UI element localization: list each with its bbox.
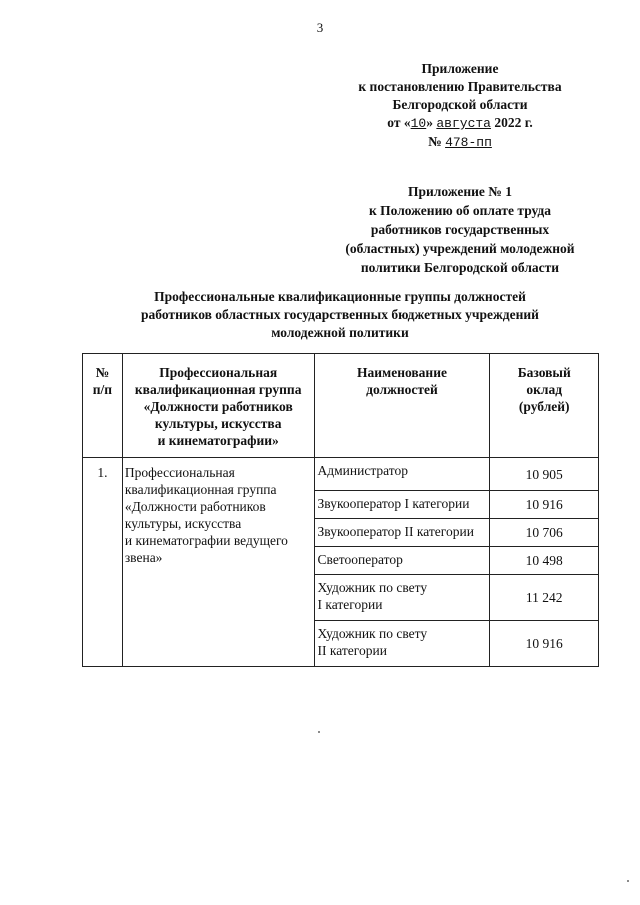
position-name — [314, 547, 490, 575]
appendix2-title: Приложение № 1 — [408, 184, 512, 199]
position-line-1: Звукооператор II категории — [317, 524, 474, 539]
document-title-line-1: Профессиональные квалификационные группы должностей — [154, 289, 526, 304]
appendix-block — [310, 60, 610, 152]
appendix-title: Приложение — [421, 61, 499, 76]
group-line-4: культуры, искусства — [124, 516, 242, 531]
group-line-6: звена» — [124, 550, 163, 565]
header-number-line-2: п/п — [92, 382, 113, 397]
appendix-date — [310, 114, 610, 133]
date-mid: » — [426, 115, 433, 130]
appendix-line-1: к постановлению Правительства — [358, 79, 562, 94]
position-line-2: II категории — [317, 643, 387, 658]
header-group-line-1: Профессиональная — [159, 365, 278, 380]
position-name — [314, 491, 490, 519]
number-prefix: № — [428, 134, 442, 149]
group-line-3: «Должности работников — [124, 499, 266, 514]
document-title-line-2: работников областных государственных бюджетных учреждений — [141, 307, 539, 322]
appendix-number — [310, 133, 610, 152]
header-group-line-5: и кинематографии» — [157, 433, 279, 448]
date-day: 10 — [410, 116, 427, 131]
header-salary-line-1: Базовый — [517, 365, 571, 380]
date-year: 2022 г. — [494, 115, 533, 130]
group-line-1: Профессиональная — [124, 465, 235, 480]
position-name — [314, 621, 490, 667]
group-line-2: квалификационная группа — [124, 482, 277, 497]
salary-value: 10 916 — [490, 491, 599, 519]
qualification-table — [82, 353, 599, 667]
header-position — [314, 354, 490, 458]
position-line-1: Художник по свету — [317, 580, 428, 595]
table-header-row — [83, 354, 599, 458]
salary-value: 11 242 — [490, 575, 599, 621]
group-line-5: и кинематографии ведущего — [124, 533, 288, 548]
position-line-1: Художник по свету — [317, 626, 428, 641]
appendix2-line-3: (областных) учреждений молодежной — [345, 241, 575, 256]
date-prefix: от « — [387, 115, 411, 130]
salary-value: 10 706 — [490, 519, 599, 547]
appendix2-line-1: к Положению об оплате труда — [368, 203, 552, 218]
header-salary-line-3: (рублей) — [518, 399, 570, 414]
appendix2-line-4: политики Белгородской области — [360, 260, 560, 275]
scan-speck — [627, 880, 629, 882]
position-name — [314, 519, 490, 547]
header-number-line-1: № — [95, 365, 110, 380]
row-number: 1. — [83, 458, 123, 667]
position-line-1: Администратор — [317, 463, 409, 478]
position-name — [314, 575, 490, 621]
salary-value: 10 916 — [490, 621, 599, 667]
header-salary-line-2: оклад — [526, 382, 563, 397]
group-name — [122, 458, 314, 667]
appendix2-line-2: работников государственных — [370, 222, 550, 237]
header-group-line-3: «Должности работников — [143, 399, 293, 414]
date-month: августа — [436, 116, 491, 131]
position-line-1: Светооператор — [317, 552, 403, 567]
header-position-line-1: Наименование — [356, 365, 447, 380]
header-group-line-2: квалификационная группа — [134, 382, 302, 397]
header-group-line-4: культуры, искусства — [154, 416, 282, 431]
position-name — [314, 458, 490, 491]
header-group — [122, 354, 314, 458]
appendix2-block — [310, 182, 610, 277]
page-number: 3 — [316, 20, 324, 35]
number-value: 478-пп — [445, 135, 492, 150]
position-line-2: I категории — [317, 597, 383, 612]
document-title — [80, 288, 600, 342]
appendix-line-2: Белгородской области — [392, 97, 528, 112]
table-row — [83, 458, 599, 491]
header-number — [83, 354, 123, 458]
scan-speck — [318, 731, 320, 733]
salary-value: 10 905 — [490, 458, 599, 491]
document-title-line-3: молодежной политики — [271, 325, 409, 340]
position-line-1: Звукооператор I категории — [317, 496, 470, 511]
header-position-line-2: должностей — [366, 382, 438, 397]
salary-value: 10 498 — [490, 547, 599, 575]
header-salary — [490, 354, 599, 458]
